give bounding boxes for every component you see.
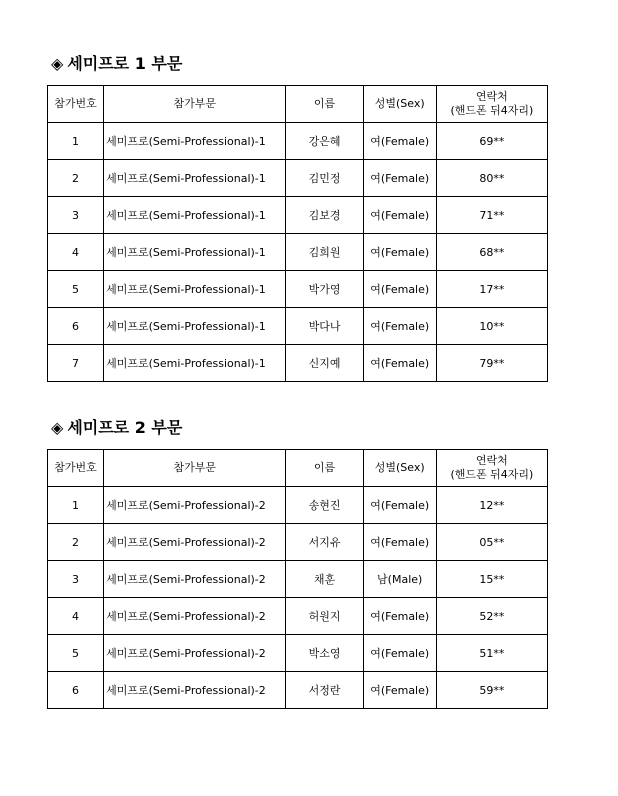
table-row — [48, 561, 548, 598]
section-semipro-2 — [47, 416, 548, 709]
cell-contact: 68** — [436, 234, 547, 271]
cell-contact: 05** — [436, 524, 547, 561]
cell-contact: 10** — [436, 308, 547, 345]
header-division: 참가부문 — [104, 86, 286, 123]
cell-number: 6 — [48, 308, 104, 345]
cell-division: 세미프로(Semi-Professional)-1 — [104, 197, 286, 234]
cell-division: 세미프로(Semi-Professional)-2 — [104, 672, 286, 709]
cell-contact: 69** — [436, 123, 547, 160]
cell-number: 2 — [48, 524, 104, 561]
cell-division: 세미프로(Semi-Professional)-2 — [104, 635, 286, 672]
table-row — [48, 487, 548, 524]
cell-division: 세미프로(Semi-Professional)-1 — [104, 234, 286, 271]
diamond-bullet-icon: ◈ — [51, 54, 64, 73]
cell-division: 세미프로(Semi-Professional)-1 — [104, 271, 286, 308]
cell-name: 송현진 — [286, 487, 363, 524]
cell-sex: 여(Female) — [363, 234, 436, 271]
cell-contact: 17** — [436, 271, 547, 308]
cell-name: 박소영 — [286, 635, 363, 672]
cell-number: 3 — [48, 197, 104, 234]
cell-name: 김보경 — [286, 197, 363, 234]
cell-sex: 여(Female) — [363, 524, 436, 561]
header-contact: 연락처 (핸드폰 뒤4자리) — [436, 450, 547, 487]
cell-contact: 12** — [436, 487, 547, 524]
diamond-bullet-icon: ◈ — [51, 418, 64, 437]
table-row — [48, 197, 548, 234]
cell-name: 박가영 — [286, 271, 363, 308]
cell-number: 1 — [48, 487, 104, 524]
participants-table — [47, 449, 548, 709]
table-header-row — [48, 86, 548, 123]
cell-division: 세미프로(Semi-Professional)-1 — [104, 345, 286, 382]
cell-sex: 여(Female) — [363, 487, 436, 524]
table-body — [48, 123, 548, 382]
cell-contact: 52** — [436, 598, 547, 635]
section-semipro-1 — [47, 52, 548, 382]
cell-sex: 여(Female) — [363, 635, 436, 672]
table-row — [48, 308, 548, 345]
cell-name: 신지예 — [286, 345, 363, 382]
cell-name: 채훈 — [286, 561, 363, 598]
header-name: 이름 — [286, 86, 363, 123]
cell-sex: 여(Female) — [363, 598, 436, 635]
header-number: 참가번호 — [48, 450, 104, 487]
cell-division: 세미프로(Semi-Professional)-2 — [104, 487, 286, 524]
cell-contact: 79** — [436, 345, 547, 382]
cell-name: 박다나 — [286, 308, 363, 345]
cell-number: 1 — [48, 123, 104, 160]
cell-sex: 여(Female) — [363, 345, 436, 382]
cell-division: 세미프로(Semi-Professional)-1 — [104, 308, 286, 345]
table-row — [48, 524, 548, 561]
cell-number: 4 — [48, 598, 104, 635]
cell-name: 강은혜 — [286, 123, 363, 160]
cell-sex: 여(Female) — [363, 308, 436, 345]
section-title: 세미프로 1 부문 — [67, 54, 183, 73]
cell-contact: 15** — [436, 561, 547, 598]
cell-sex: 여(Female) — [363, 271, 436, 308]
cell-number: 4 — [48, 234, 104, 271]
cell-contact: 51** — [436, 635, 547, 672]
cell-name: 허원지 — [286, 598, 363, 635]
table-body — [48, 487, 548, 709]
table-row — [48, 672, 548, 709]
header-division: 참가부문 — [104, 450, 286, 487]
section-title: 세미프로 2 부문 — [67, 418, 183, 437]
cell-sex: 여(Female) — [363, 160, 436, 197]
table-row — [48, 345, 548, 382]
cell-number: 7 — [48, 345, 104, 382]
cell-number: 2 — [48, 160, 104, 197]
cell-contact: 71** — [436, 197, 547, 234]
table-row — [48, 635, 548, 672]
cell-sex: 여(Female) — [363, 672, 436, 709]
cell-number: 6 — [48, 672, 104, 709]
cell-division: 세미프로(Semi-Professional)-2 — [104, 524, 286, 561]
cell-sex: 남(Male) — [363, 561, 436, 598]
table-row — [48, 598, 548, 635]
cell-name: 서정란 — [286, 672, 363, 709]
cell-division: 세미프로(Semi-Professional)-1 — [104, 123, 286, 160]
cell-name: 김희원 — [286, 234, 363, 271]
cell-number: 3 — [48, 561, 104, 598]
cell-division: 세미프로(Semi-Professional)-2 — [104, 561, 286, 598]
header-number: 참가번호 — [48, 86, 104, 123]
header-contact: 연락처 (핸드폰 뒤4자리) — [436, 86, 547, 123]
table-row — [48, 271, 548, 308]
cell-sex: 여(Female) — [363, 123, 436, 160]
header-sex: 성별(Sex) — [363, 86, 436, 123]
section-heading — [51, 52, 548, 76]
section-heading — [51, 416, 548, 440]
cell-name: 서지유 — [286, 524, 363, 561]
cell-contact: 59** — [436, 672, 547, 709]
table-header-row — [48, 450, 548, 487]
cell-number: 5 — [48, 635, 104, 672]
cell-number: 5 — [48, 271, 104, 308]
header-name: 이름 — [286, 450, 363, 487]
cell-contact: 80** — [436, 160, 547, 197]
table-row — [48, 234, 548, 271]
cell-division: 세미프로(Semi-Professional)-1 — [104, 160, 286, 197]
cell-name: 김민정 — [286, 160, 363, 197]
table-row — [48, 123, 548, 160]
cell-sex: 여(Female) — [363, 197, 436, 234]
header-sex: 성별(Sex) — [363, 450, 436, 487]
table-row — [48, 160, 548, 197]
cell-division: 세미프로(Semi-Professional)-2 — [104, 598, 286, 635]
participants-table — [47, 85, 548, 382]
